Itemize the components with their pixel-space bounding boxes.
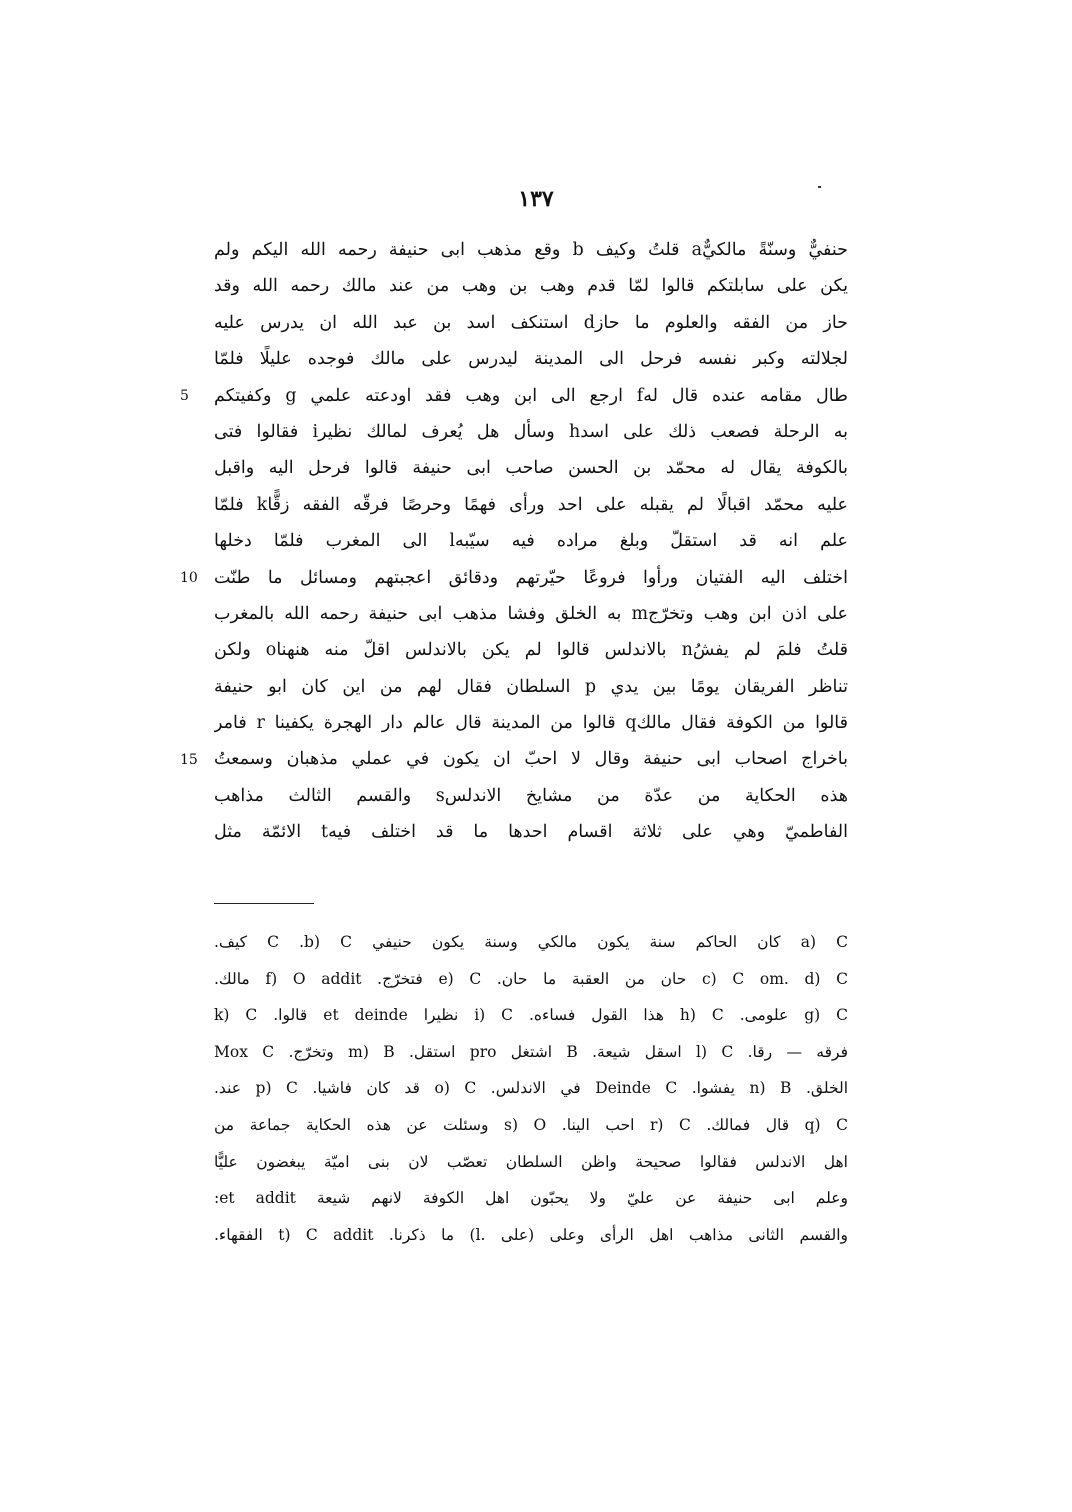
line-number: 5 <box>180 387 189 404</box>
line-number: 15 <box>180 751 198 768</box>
footnote-line: اهل الاندلس فقالوا صحيحة واظن السلطان تعصّب لان بنى اميّة يبغضون عليًّا <box>214 1152 848 1171</box>
text-line: لجلالته وكبر نفسه فرحل الى المدينة ليدرس على مالك فوجده عليلًا فلمّا <box>214 349 848 370</box>
text-line: عليه محمّد اقبالًا لم يقبله على احد ورأى فهمًا وحرصًا فرقّه الفقه زقًّاk فلمّا <box>214 494 848 515</box>
text-line: حاز من الفقه والعلوم ما حازd استنكف اسد بن عبد الله ان يدرس عليه <box>214 312 848 333</box>
text-line: هذه الحكاية من عدّة من مشايخ الاندلسs والقسم الثالث مذاهب <box>214 785 848 806</box>
footnote-line: g) C علومى. h) C هذا القول فساءه. i) C نظيرا et deinde قالوا. k) C <box>214 1006 848 1025</box>
text-line: تناظر الفريقان يومًا بين يدي p السلطان فقال لهم من اين كان ابو حنيفة <box>214 676 848 697</box>
footnote-line: فرقه — رقا. l) C اسقل شيعة. B اشتغل pro استقل. m) B وتخرّج. Mox C <box>214 1042 848 1061</box>
footnote-line: a) C كان الحاكم سنة يكون مالكي وسنة يكون حنيفي C .b) C كيف. <box>214 933 848 951</box>
text-line: على اذن ابن وهب وتخرّجm به الخلق وفشا مذهب ابى حنيفة رحمه الله بالمغرب <box>214 603 848 624</box>
text-line: قلتُ فلمَ لم يفشُn بالاندلس قالوا لم يكن بالاندلس اقلّ منه هنهناo ولكن <box>214 640 848 661</box>
text-line: به الرحلة فصعب ذلك على اسدh وسأل هل يُعرف لمالك نظيرi فقالوا فتى <box>214 421 848 442</box>
text-line: باخراج اصحاب ابى حنيفة وقال لا احبّ ان يكون في عملي مذهبان وسمعتُ <box>214 749 848 770</box>
footnote-line: q) C قال فمالك. r) C احب الينا. s) O وسئلت عن هذه الحكاية جماعة من <box>214 1115 848 1134</box>
footnote-separator <box>214 903 314 904</box>
text-line: الفاطميّ وهي على ثلاثة اقسام احدها ما قد اختلف فيهt الائمّة مثل <box>214 822 848 843</box>
footnote-line: والقسم الثانى مذاهب اهل الرأى وعلى (على .l) ما ذكرنا. t) C addit الفقهاء. <box>214 1225 848 1244</box>
page-number: ١٣٧ <box>518 186 554 212</box>
footnote-line: c) C om. d) C حان من العقبة ما حان. e) C فتخرّج. f) O addit مالك. <box>214 969 848 988</box>
text-line: قالوا من الكوفة فقال مالكq قالوا من المدينة قال عالم دار الهجرة يكفينا r فامر <box>214 713 848 734</box>
text-line: علم انه قد استقلّ وبلغ مراده فيه سيّبهl الى المغرب فلمّا دخلها <box>214 531 848 552</box>
text-line: بالكوفة يقال له محمّد بن الحسن صاحب ابى حنيفة قالوا فرحل اليه واقبل <box>214 458 848 479</box>
text-line: طال مقامه عنده قال لهf ارجع الى ابن وهب فقد اودعته علمي g وكفيتكم <box>214 385 848 406</box>
footnote-line: وعلم ابى حنيفة عن عليّ ولا يحبّون اهل الكوفة لانهم شيعة et addit: <box>214 1189 848 1208</box>
footnote-line: الخلق. n) B يفشوا. Deinde C في الاندلس. o) C قد كان فاشيا. p) C عند. <box>214 1079 848 1098</box>
ink-speck <box>818 186 821 188</box>
body-text <box>214 232 848 851</box>
text-line: اختلف اليه الفتيان ورأوا فروعًا حيّرتهم ودقائق اعجبتهم ومسائل ما طنّت <box>214 567 848 588</box>
footnotes <box>214 924 848 1253</box>
line-number: 10 <box>180 569 198 586</box>
text-line: يكن على سابلتكم قالوا لمّا قدم وهب بن وهب من عند مالك رحمه الله وقد <box>214 276 848 297</box>
text-line: حنفيٌّ وسنّةً مالكيٌّa قلتُ وكيف b وقع مذهب ابى حنيفة رحمه الله اليكم ولم <box>214 240 848 260</box>
